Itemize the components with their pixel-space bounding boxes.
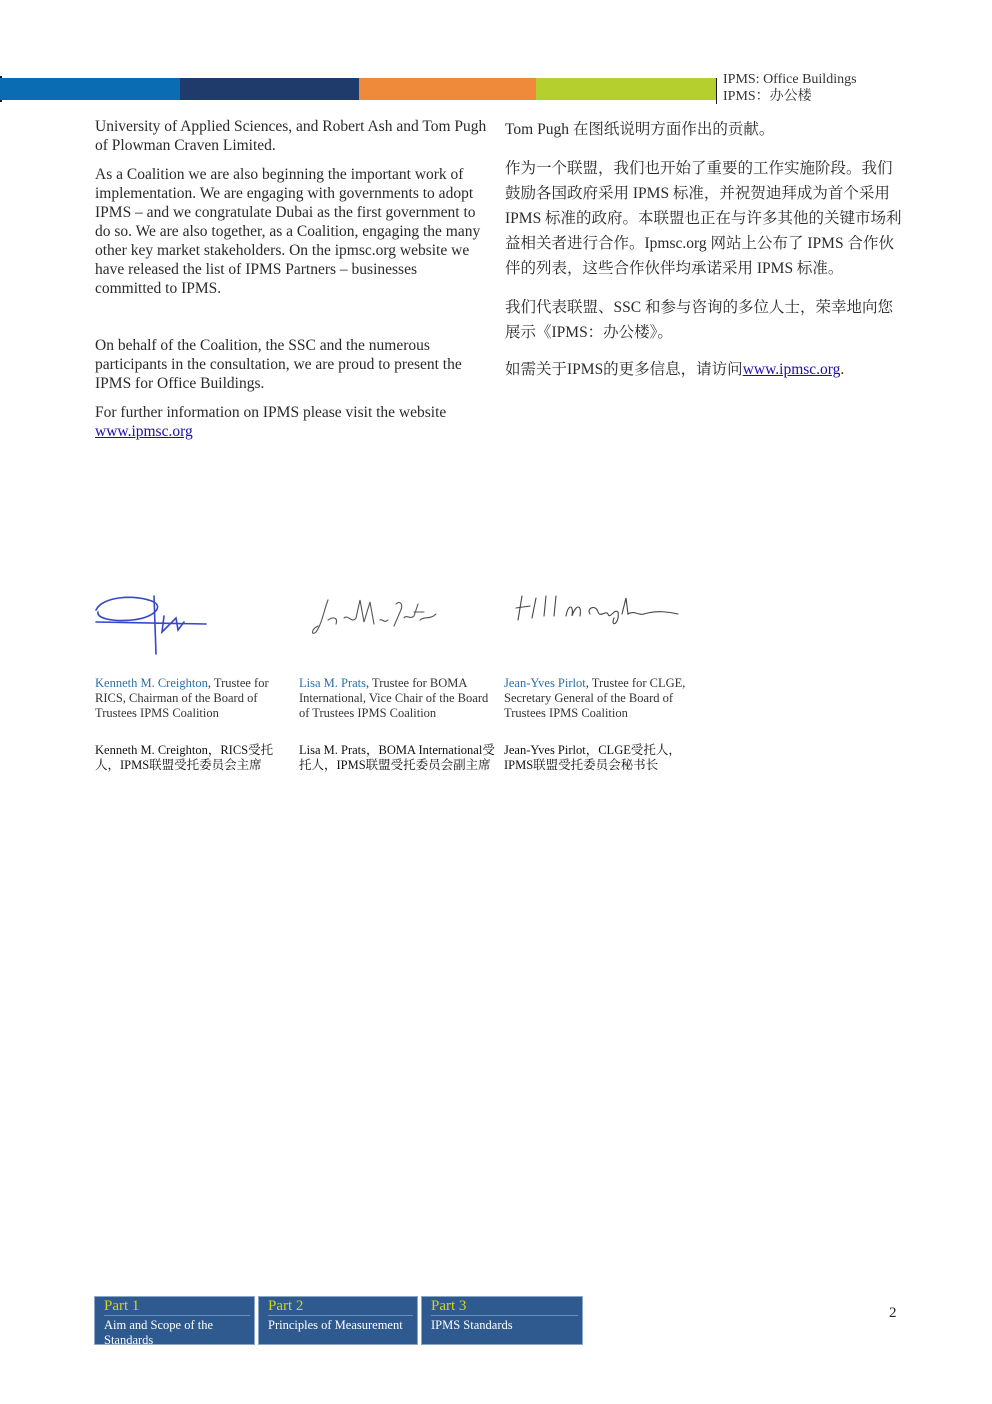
english-paragraph: As a Coalition we are also beginning the important work of implementation. We are engaging with governments to adopt IPMS – and we congratulate Dubai as the first government to do so. We are also together, as a Coalition, engaging the many other key market stakeholders. On the ipmsc.org website we have released the list of IPMS Partners – businesses committed to IPMS. <box>95 166 481 297</box>
website-link-zh[interactable]: www.ipmsc.org <box>742 361 841 378</box>
header-title-zh: IPMS：办公楼 <box>723 89 812 104</box>
header-color-band <box>0 78 716 100</box>
nav-part-2-button[interactable] <box>258 1296 418 1345</box>
band-divider <box>716 78 717 104</box>
signatory-title-zh: Jean-Yves Pirlot，CLGE受托人，IPMS联盟受托委员会秘书长 <box>504 743 681 772</box>
english-paragraph-website <box>95 403 487 441</box>
chinese-paragraph-website <box>505 357 903 382</box>
nav-part-number: Part 2 <box>268 1297 413 1316</box>
band-segment-green <box>536 78 716 100</box>
nav-part-1-button[interactable] <box>94 1296 255 1345</box>
signatory-role: , Trustee for CLGE, Secretary General of the Board of Trustees IPMS Coalition <box>504 676 686 720</box>
band-segment-orange <box>359 78 536 100</box>
header-title-en: IPMS: Office Buildings <box>723 72 857 87</box>
english-paragraph: On behalf of the Coalition, the SSC and the numerous participants in the consultation, we are proud to present the IPMS for Office Buildings. <box>95 337 462 392</box>
chinese-paragraph: 作为一个联盟，我们也开始了重要的工作实施阶段。我们鼓励各国政府采用 IPMS 标准，并祝贺迪拜成为首个采用 IPMS 标准的政府。本联盟也正在与许多其他的关键市场利益相关者进行合作。Ipmsc.org 网站上公布了 IPMS 合作伙伴的列表，这些合作伙伴均承诺采用 IPMS 标准。 <box>505 160 902 277</box>
nav-part-number: Part 3 <box>431 1297 578 1316</box>
signatory-title-zh: Kenneth M. Creighton，RICS受托人，IPMS联盟受托委员会主席 <box>95 743 274 772</box>
english-column <box>95 117 487 441</box>
nav-part-number: Part 1 <box>104 1297 250 1316</box>
nav-part-label: Aim and Scope of the Standards <box>104 1318 214 1347</box>
page-number: 2 <box>889 1305 897 1321</box>
website-text: For further information on IPMS please visit the website <box>95 404 447 421</box>
signatory-name: Lisa M. Prats <box>299 676 367 690</box>
signature-prats <box>308 590 440 640</box>
band-segment-blue <box>0 78 180 100</box>
website-end-zh: . <box>840 361 845 378</box>
signatory-title-en <box>299 676 495 721</box>
website-text-zh: 如需关于IPMS的更多信息，请访问 <box>505 361 743 378</box>
signature-creighton <box>92 588 212 658</box>
website-link[interactable]: www.ipmsc.org <box>95 423 193 440</box>
english-paragraph: University of Applied Sciences, and Robert Ash and Tom Pugh of Plowman Craven Limited. <box>95 118 487 154</box>
signatory-role: , Trustee for BOMA International, Vice Chair of the Board of Trustees IPMS Coalition <box>299 676 489 720</box>
signatory-role: , Trustee for RICS, Chairman of the Board of Trustees IPMS Coalition <box>95 676 269 720</box>
chinese-paragraph: Tom Pugh 在图纸说明方面作出的贡献。 <box>505 121 775 138</box>
band-segment-navy <box>180 78 359 100</box>
signatory-prats <box>299 676 495 773</box>
signatory-title-zh: Lisa M. Prats，BOMA International受托人，IPMS联盟受托委员会副主席 <box>299 743 495 772</box>
header-title <box>723 71 857 105</box>
signatory-name: Jean-Yves Pirlot <box>504 676 586 690</box>
signatory-title-en <box>95 676 291 721</box>
chinese-paragraph: 我们代表联盟、SSC 和参与咨询的多位人士，荣幸地向您展示《IPMS：办公楼》。 <box>505 299 893 341</box>
signatory-creighton <box>95 676 291 773</box>
nav-part-3-button[interactable] <box>421 1296 583 1345</box>
signatory-title-en <box>504 676 700 721</box>
nav-part-label: Principles of Measurement <box>268 1318 403 1332</box>
signatory-name: Kenneth M. Creighton <box>95 676 208 690</box>
signatory-pirlot <box>504 676 700 773</box>
chinese-column <box>505 117 903 382</box>
signature-pirlot <box>510 590 682 630</box>
nav-part-label: IPMS Standards <box>431 1318 513 1332</box>
